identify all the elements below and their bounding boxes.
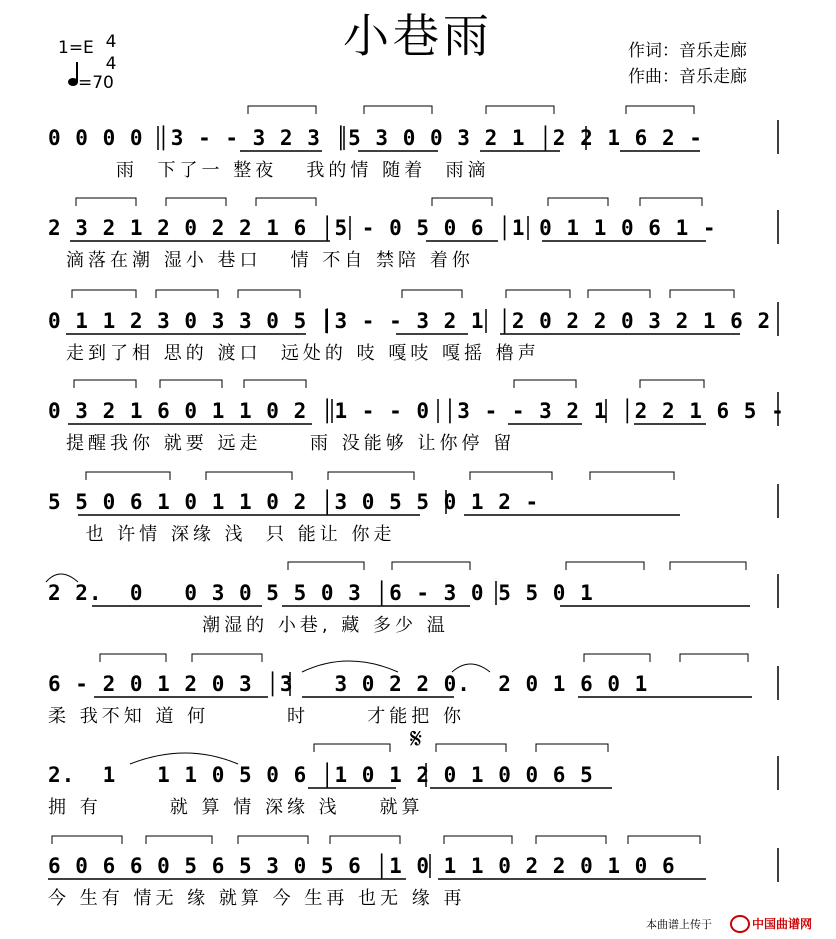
segno-icon: 𝄋	[410, 722, 423, 755]
notes-row: 6 - 2 0 1 2 0 3 │3 3 0 2 2 0. 2 0 1 6 0 1	[48, 672, 649, 696]
lyrics-row: 潮湿的 小巷, 藏 多少 温	[66, 615, 449, 636]
composer-credit: 作曲：音乐走廊	[628, 67, 747, 87]
lyrics-row: 柔 我不知 道 何 时 才能把 你	[48, 706, 465, 727]
lyrics-row: 走到了相 思的 渡口 远处的 吱 嘎吱 嘎摇 橹声	[66, 343, 540, 364]
notes-row: 2. 1 1 1 0 5 0 6 │1 0 1 2 0 1 0 0 6 5	[48, 763, 594, 787]
lyrics-row: 滴落在潮 湿小 巷口 情 不自 禁陪 着你	[66, 250, 474, 271]
notes-row: 0 3 2 1 6 0 1 1 0 2 │1 - - 0 │3 - - 3 2 1 │2 2 1 6 5 -	[48, 399, 785, 423]
time-signature-top: 4	[105, 32, 117, 52]
lyrics-row: 今 生有 情无 缘 就算 今 生再 也无 缘 再	[48, 888, 466, 909]
tempo-marking: =70	[78, 73, 114, 93]
lyricist-credit: 作词：音乐走廊	[628, 41, 747, 61]
notes-row: 0 1 1 2 3 0 3 3 0 5 │3 - - 3 2 1 │2 0 2 2 0 3 2 1 6 2	[48, 309, 772, 333]
song-title: 小巷雨	[343, 9, 493, 63]
site-logo: 中国曲谱网	[752, 917, 813, 931]
notes-row: 0 0 0 0 │3 - - 3 2 3 │5 3 0 0 3 2 1 │2 2 1 6 2 -	[48, 126, 703, 150]
key-signature: 1=E	[58, 38, 94, 58]
footer-note: 本曲谱上传于	[646, 918, 712, 931]
lyrics-row: 雨 下了一 整夜 我的情 随着 雨滴	[48, 160, 490, 181]
notes-row: 2 3 2 1 2 0 2 2 1 6 │5 - 0 5 0 6 │1 0 1 1 0 6 1 -	[48, 216, 717, 240]
time-signature-bottom: 4	[105, 54, 117, 74]
notes-row: 5 5 0 6 1 0 1 1 0 2 │3 0 5 5 0 1 2 -	[48, 490, 540, 514]
lyrics-row: 拥 有 就 算 情 深缘 浅 就算	[48, 797, 424, 818]
lyrics-row: 也 许情 深缘 浅 只 能让 你走	[66, 524, 396, 545]
lyrics-row: 提醒我你 就要 远走 雨 没能够 让你停 留	[66, 433, 516, 454]
notes-row: 2 2. 0 0 3 0 5 5 0 3 │6 - 3 0 5 5 0 1	[48, 581, 594, 605]
notes-row: 6 0 6 6 0 5 6 5 3 0 5 6 │1 0 1 1 0 2 2 0 1 0 6	[48, 854, 676, 878]
